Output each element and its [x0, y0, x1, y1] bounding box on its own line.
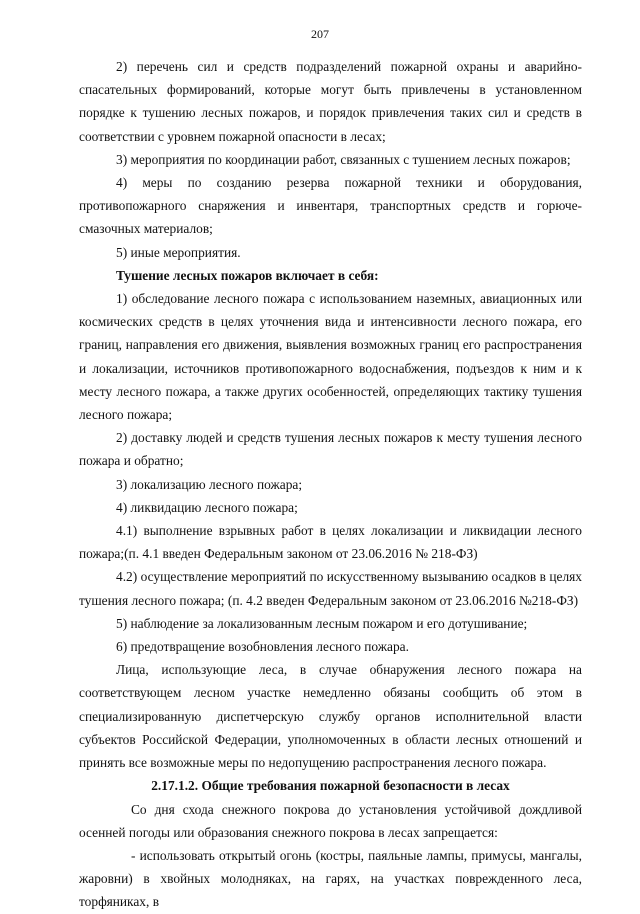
- list-item-2: 2) доставку людей и средств тушения лесных пожаров к месту тушения лесного пожара и обратно;: [79, 430, 582, 469]
- list-item-6: 6) предотвращение возобновления лесного пожара.: [116, 639, 409, 655]
- paragraph-prohibition-item: - использовать открытый огонь (костры, паяльные лампы, примусы, мангалы, жаровни) в хвойных молодняках, на гарях, на участках поврежденного леса, торфяниках, в: [79, 847, 582, 910]
- list-item-1: 1) обследование лесного пожара с использованием наземных, авиационных или космических средств в целях уточнения вида и интенсивности лесного пожара, его границ, направления его движения, выявления возможных границ его распространения и локализации, источников противопожарного водоснабжения, подъездов к ним и к месту лесного пожара, а также других особенностей, определяющих тактику тушения лесного пожара;: [79, 291, 582, 423]
- section-lead-extinguishing: Тушение лесных пожаров включает в себя:: [116, 267, 379, 283]
- list-item-4: 4) ликвидацию лесного пожара;: [116, 499, 298, 515]
- paragraph-prohibitions-intro: Со дня схода снежного покрова до установления устойчивой дождливой осенней погоды или образования снежного покрова в лесах запрещается:: [79, 801, 582, 840]
- document-body: [79, 55, 582, 914]
- paragraph-item-5: 5) иные мероприятия.: [116, 244, 241, 260]
- paragraph-item-3: 3) мероприятия по координации работ, связанных с тушением лесных пожаров;: [116, 151, 571, 167]
- paragraph-item-2: 2) перечень сил и средств подразделений пожарной охраны и аварийно-спасательных формирований, которые могут быть привлечены в установленном порядке к тушению лесных пожаров, и порядок привлечения таких сил и средств в соответствии с уровнем пожарной опасности в лесах;: [79, 59, 582, 144]
- list-item-4-1: 4.1) выполнение взрывных работ в целях локализации и ликвидации лесного пожара;(п. 4.1 введен Федеральным законом от 23.06.2016 № 218-ФЗ): [79, 523, 582, 562]
- section-heading: 2.17.1.2. Общие требования пожарной безопасности в лесах: [151, 778, 510, 794]
- page-number: 207: [311, 27, 329, 41]
- paragraph-obligations: Лица, использующие леса, в случае обнаружения лесного пожара на соответствующем лесном участке немедленно обязаны сообщить об этом в специализированную диспетчерскую службу органов исполнительной власти субъектов Российской Федерации, уполномоченных в области лесных отношений и принять все возможные меры по недопущению распространения лесного пожара.: [79, 662, 582, 771]
- list-item-3: 3) локализацию лесного пожара;: [116, 476, 303, 492]
- paragraph-item-4: 4) меры по созданию резерва пожарной техники и оборудования, противопожарного снаряжения и инвентаря, транспортных средств и горюче-смазочных материалов;: [79, 175, 582, 237]
- list-item-4-2: 4.2) осуществление мероприятий по искусственному вызыванию осадков в целях тушения лесного пожара; (п. 4.2 введен Федеральным законом от 23.06.2016 №218-ФЗ): [79, 569, 582, 608]
- list-item-5: 5) наблюдение за локализованным лесным пожаром и его дотушивание;: [116, 615, 528, 631]
